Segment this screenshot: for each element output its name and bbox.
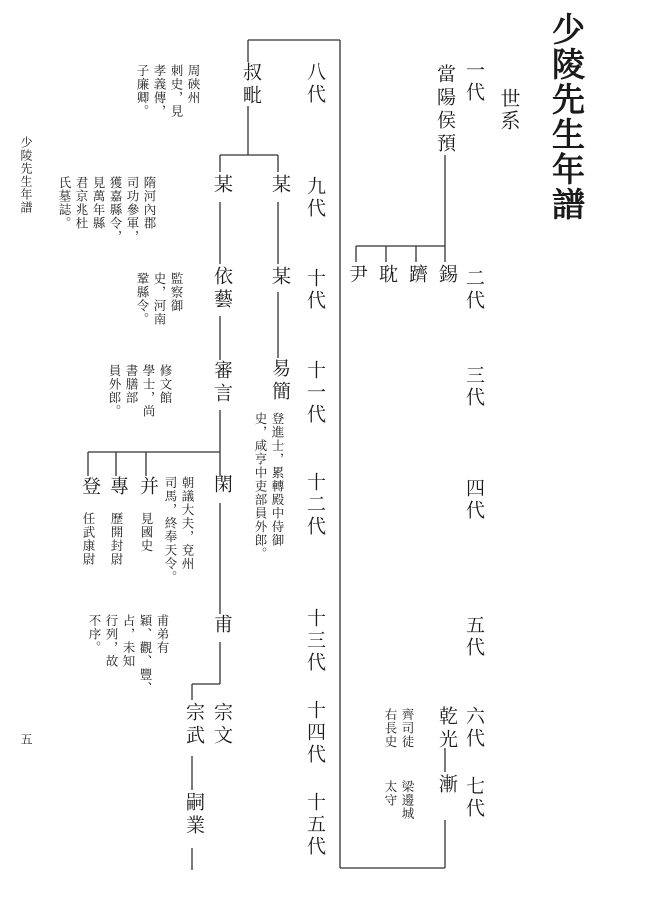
note-line: 學士，尚: [141, 364, 156, 418]
person-fu: 甫: [211, 614, 233, 637]
note-line: 右長史: [383, 708, 398, 749]
note-line: 子廉卿。: [135, 64, 150, 118]
note-line: 監察御: [169, 272, 184, 313]
generation-label-12: 十二代: [304, 472, 326, 538]
note-line: 孝義傳，: [152, 64, 167, 118]
note-mou-gen9: [56, 176, 158, 244]
person-zongwu: 宗武: [183, 702, 205, 748]
note-line: 朝議大夫，兗州: [180, 476, 195, 571]
note-fu: [86, 614, 171, 695]
note-shupi: [134, 64, 202, 118]
running-head: 少陵先生年譜: [19, 136, 33, 214]
generation-label-9: 九代: [304, 176, 326, 220]
generation-label-7: 七代: [463, 776, 485, 820]
page-title: 少陵先生年譜: [547, 12, 586, 222]
generation-label-8: 八代: [304, 62, 326, 106]
person-zongwen: 宗文: [211, 702, 233, 748]
note-line: 刺史，見: [169, 64, 184, 118]
person-xi: 錫: [436, 264, 458, 287]
generation-label-14: 十四代: [304, 700, 326, 766]
note-line: 鞏縣令。: [135, 272, 150, 326]
person-mou-gen9-right: 某: [269, 174, 291, 197]
note-line: 獲嘉縣令，: [108, 176, 123, 244]
note-line: 氏墓誌。: [57, 176, 72, 230]
note-line: 修文館: [158, 364, 173, 405]
note-line: 書膳部: [124, 364, 139, 405]
generation-label-13: 十三代: [304, 608, 326, 674]
note-line: 甫弟有: [155, 614, 170, 655]
generation-label-10: 十代: [304, 268, 326, 312]
note-yijian: [252, 412, 286, 561]
person-dangyang-hou-yu: 當陽侯預: [434, 64, 456, 156]
note-line: 梁邊城: [400, 780, 415, 821]
note-line: 史，河南: [152, 272, 167, 326]
person-ji: 躋: [406, 264, 428, 287]
person-shupi: 叔毗: [240, 62, 262, 108]
generation-label-6: 六代: [463, 706, 485, 750]
note-line: 史，咸亨中吏部員外郎。: [253, 412, 268, 561]
person-yijian: 易簡: [269, 358, 291, 404]
generation-label-4: 四代: [463, 478, 485, 522]
note-line: 不序。: [87, 614, 102, 655]
person-xian: 閑: [211, 474, 233, 497]
generation-label-5: 五代: [463, 615, 485, 659]
note-line: 君京兆杜: [74, 176, 89, 230]
note-qianguang: [382, 708, 416, 749]
note-line: 司馬，終奉天令。: [163, 476, 178, 584]
note-shenyan: [106, 364, 174, 418]
person-yiyi: 依藝: [211, 266, 233, 312]
note-line: 隋河內郡: [142, 176, 157, 230]
person-yin: 尹: [346, 264, 368, 287]
person-siye: 嗣業: [183, 792, 205, 838]
note-deng: 任武康尉: [81, 512, 96, 566]
note-line: 見萬年縣: [91, 176, 106, 230]
note-line: 齊司徒: [400, 708, 415, 749]
generation-label-15: 十五代: [304, 792, 326, 858]
person-jian: 漸: [436, 774, 458, 797]
generation-label-1: 一代: [463, 60, 485, 104]
note-line: 太守: [383, 780, 398, 807]
person-bing: 并: [137, 476, 159, 499]
note-line: 登進士，累轉殿中侍御: [270, 412, 285, 547]
note-line: 行列，故: [104, 614, 119, 668]
person-shenyan: 審言: [211, 360, 233, 406]
note-line: 周硤州: [186, 64, 201, 105]
person-deng: 登: [79, 476, 101, 499]
generation-label-11: 十一代: [304, 360, 326, 426]
note-line: 占，未知: [121, 614, 136, 668]
generation-label-2: 二代: [463, 268, 485, 312]
page-number: 五: [19, 733, 33, 746]
note-line: 司功參軍，: [125, 176, 140, 244]
person-mou-gen10: 某: [269, 266, 291, 289]
note-line: 員外郎。: [107, 364, 122, 418]
note-jian: [382, 780, 416, 821]
generation-label-3: 三代: [463, 365, 485, 409]
note-yiyi: [134, 272, 185, 326]
person-zhuan: 專: [107, 476, 129, 499]
person-mou-gen9-left: 某: [211, 174, 233, 197]
person-qianguang: 乾光: [436, 706, 458, 752]
note-xian: [162, 476, 196, 584]
note-bing: 見國史: [139, 512, 154, 553]
note-line: 穎、觀、豐、: [138, 614, 153, 695]
person-dan: 耽: [376, 264, 398, 287]
section-heading-shixi: 世系: [497, 88, 521, 132]
note-zhuan: 歷開封尉: [109, 512, 124, 566]
